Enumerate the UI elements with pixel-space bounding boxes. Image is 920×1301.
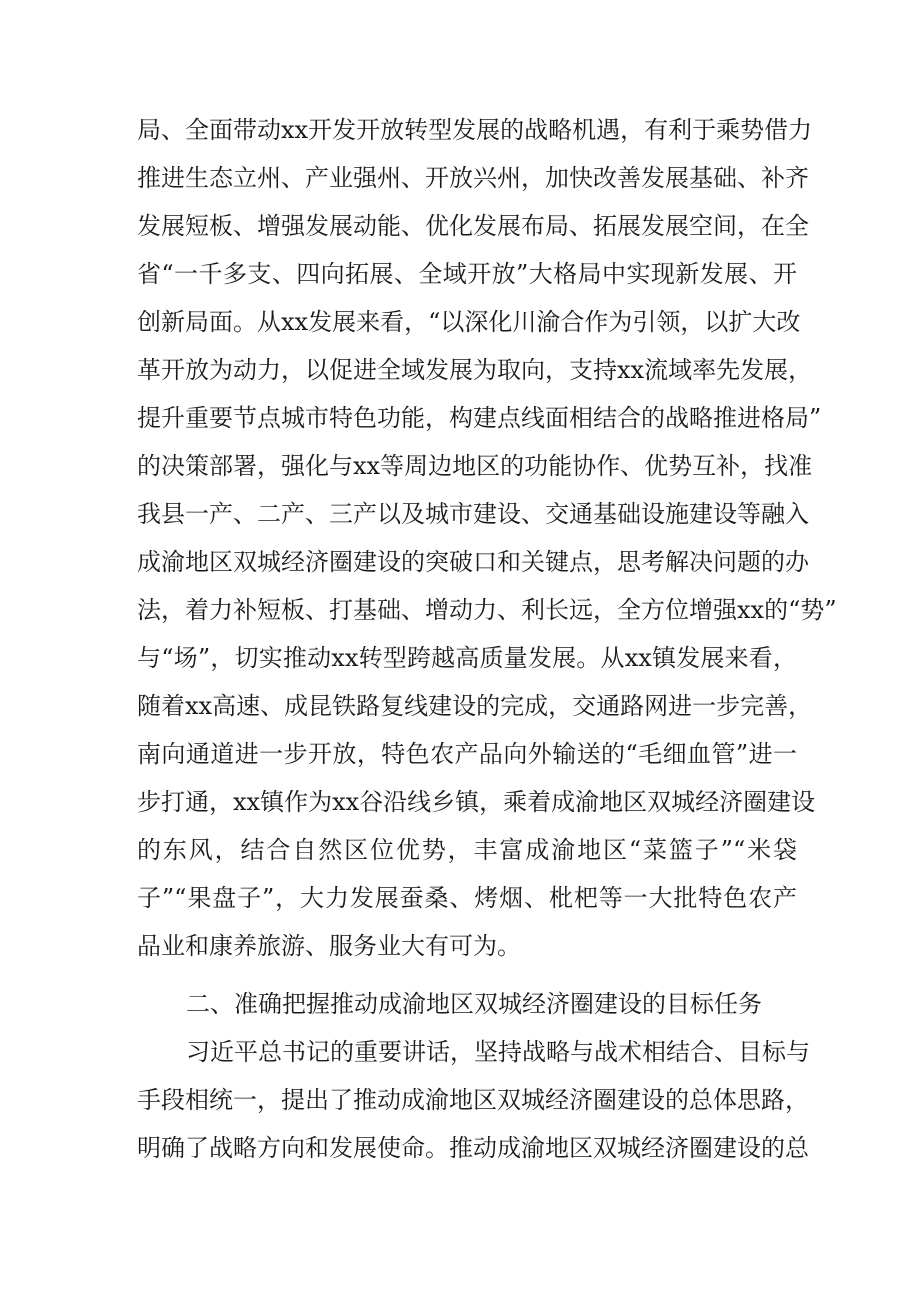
paragraph-line: 习近平总书记的重要讲话，坚持战略与战术相结合、目标与 [186, 1038, 810, 1066]
paragraph-line: 局、全面带动xx开发开放转型发展的战略机遇，有利于乘势借力 [137, 116, 813, 144]
paragraph-line: 推进生态立州、产业强州、开放兴州，加快改善发展基础、补齐 [137, 164, 809, 192]
paragraph-line: 提升重要节点城市特色功能，构建点线面相结合的战略推进格局” [137, 404, 822, 432]
paragraph-line: 步打通，xx镇作为xx谷沿线乡镇，乘着成渝地区双城经济圈建设 [137, 788, 816, 816]
paragraph-line: 随着xx高速、成昆铁路复线建设的完成，交通路网进一步完善， [137, 692, 813, 720]
section-heading: 二、准确把握推动成渝地区双城经济圈建设的目标任务 [186, 990, 762, 1018]
paragraph-line: 的东风，结合自然区位优势，丰富成渝地区“菜篮子”“米袋 [137, 836, 797, 864]
paragraph-line: 成渝地区双城经济圈建设的突破口和关键点，思考解决问题的办 [137, 548, 809, 576]
paragraph-line: 南向通道进一步开放，特色农产品向外输送的“毛细血管”进一 [137, 740, 797, 768]
paragraph-line: 手段相统一，提出了推动成渝地区双城经济圈建设的总体思路， [137, 1086, 809, 1114]
paragraph-line: 革开放为动力，以促进全域发展为取向，支持xx流域率先发展， [137, 356, 813, 384]
paragraph-line: 省“一千多支、四向拓展、全域开放”大格局中实现新发展、开 [137, 260, 797, 288]
paragraph-line: 明确了战略方向和发展使命。推动成渝地区双城经济圈建设的总 [137, 1134, 809, 1162]
paragraph-line: 与“场”，切实推动xx转型跨越高质量发展。从xx镇发展来看， [137, 644, 797, 672]
paragraph-line: 创新局面。从xx发展来看，“以深化川渝合作为引领，以扩大改 [137, 308, 801, 336]
paragraph-line: 法，着力补短板、打基础、增动力、利长远，全方位增强xx的“势” [137, 596, 837, 624]
paragraph-line: 的决策部署，强化与xx等周边地区的功能协作、优势互补，找准 [137, 452, 813, 480]
paragraph-line: 我县一产、二产、三产以及城市建设、交通基础设施建设等融入 [137, 500, 809, 528]
paragraph-line: 子”“果盘子”，大力发展蚕桑、烤烟、枇杷等一大批特色农产 [137, 884, 797, 912]
paragraph-line: 品业和康养旅游、服务业大有可为。 [137, 932, 521, 960]
paragraph-line: 发展短板、增强发展动能、优化发展布局、拓展发展空间，在全 [137, 212, 809, 240]
